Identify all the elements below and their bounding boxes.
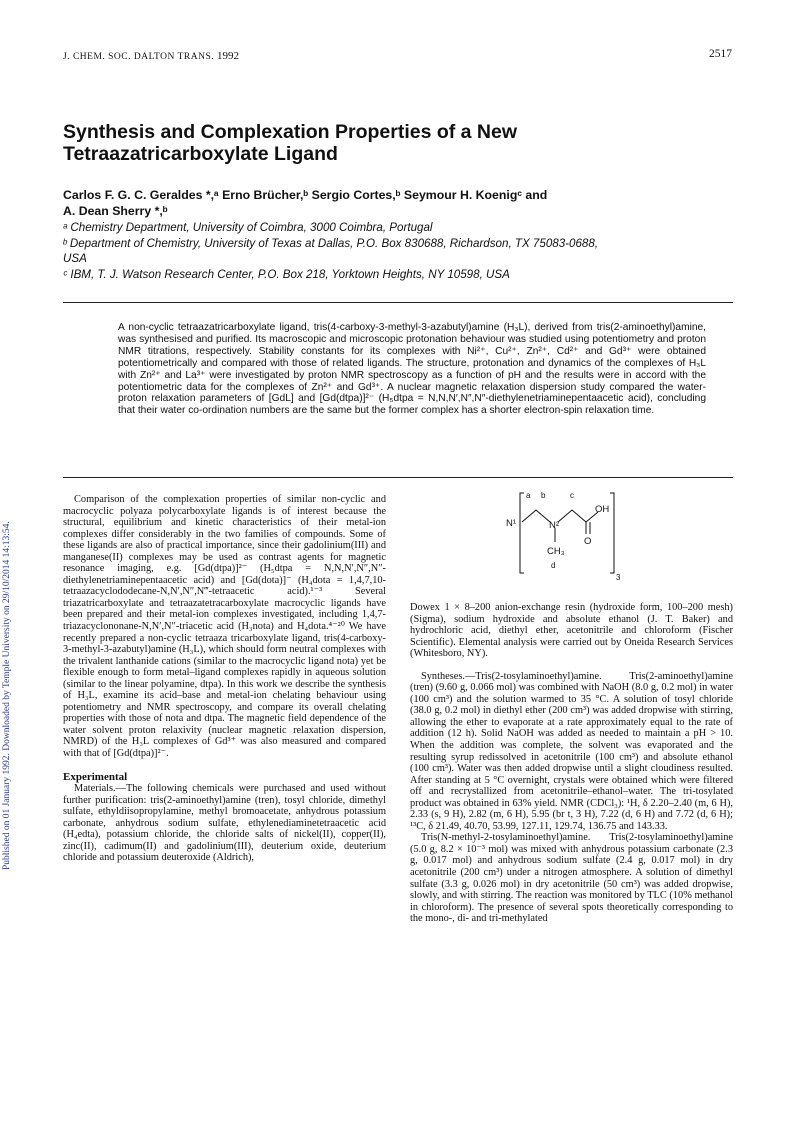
running-header [63, 50, 239, 62]
authors-line-2: A. Dean Sherry *,ᵇ [63, 203, 168, 218]
authors-line-1: Carlos F. G. C. Geraldes *,ᵃ Erno Brücher,ᵇ Sergio Cortes,ᵇ Seymour H. Koenigᶜ and [63, 188, 548, 202]
label-subscript-3: 3 [616, 573, 621, 582]
bottom-rule [63, 477, 733, 478]
tris-methyl-paragraph: Tris(N-methyl-2-tosylaminoethyl)amine. Tris(2-tosylaminoethyl)amine (5.0 g, 8.2 × 10⁻³ mol) was mixed with anhydrous potassium carbonate (2.3 g, 0.017 mol) and anhydrous sodium sulfate (2.4 g, 0.017 mol) in dry acetonitrile (200 cm³) under a nitrogen atmosphere. A solution of dimethyl sulfate (3.3 g, 0.026 mol) in dry acetonitrile (50 cm³) was added dropwise, slowly, and with stirring. The reaction was monitored by TLC (10% methanol in chloroform). The presence of several spots theoretically corresponding to the mono-, di- and tri-methylated [410, 832, 733, 925]
section-heading-experimental: Experimental [63, 770, 128, 783]
ligand-structure-diagram [478, 488, 638, 588]
label-n1: N¹ [506, 518, 517, 529]
download-stamp [2, 150, 16, 870]
label-a: a [526, 491, 531, 500]
download-stamp-text: Published on 01 January 1992. Downloaded by Temple University on 29/10/2014 14:13:54. [2, 521, 12, 870]
article-title: Synthesis and Complexation Properties of a New Tetraazatricarboxylate Ligand [63, 121, 518, 165]
journal-name: J. CHEM. SOC. DALTON TRANS. [63, 52, 215, 62]
label-b: b [541, 491, 546, 500]
right-column [410, 602, 733, 925]
affiliation-a: ᵃ Chemistry Department, University of Coimbra, 3000 Coimbra, Portugal [63, 221, 433, 234]
syntheses-paragraph: Syntheses.—Tris(2-tosylaminoethyl)amine. Tris(2-aminoethyl)amine (tren) (9.60 g, 0.066 mol) was combined with NaOH (8.0 g, 0.2 mol) in water (100 cm³) and the solution warmed to 35 °C. A solution of tosyl chloride (38.0 g, 0.2 mol) in diethyl ether (200 cm³) was added dropwise with stirring, allowing the ether to evaporate at a rate approximately equal to the rate of addition (12 h). Solid NaOH was added as needed to maintain a pH > 10. When the addition was complete, the solvent was evaporated and the resulting syrup redissolved in acetonitrile (100 cm³) and absolute ethanol (100 cm³). Water was then added dropwise until a slight cloudiness resulted. After standing at 5 °C overnight, crystals were obtained which were filtered off and recrystallized from acetonitrile–ethanol–water. The tri-tosylated product was obtained in 63% yield. NMR (CDCl₃): ¹H, δ 2.20–2.40 (m, 6 H), 2.33 (s, 9 H), 2.82 (m, 6 H), 5.95 (br t, 3 H), 7.22 (d, 6 H) and 7.72 (d, 6 H); ¹³C, δ 21.49, 40.70, 53.99, 127.11, 129.74, 136.75 and 143.33. [410, 670, 733, 832]
materials-paragraph: Materials.—The following chemicals were purchased and used without further purification: tris(2-aminoethyl)amine (tren), tosyl chloride, dimethyl sulfate, ethyldiisopropylamine, methyl bromoacetate, anhydrous potassium carbonate, anhydrous sodium sulfate, ethylenediaminetetraacetic acid (H₄edta), potassium chloride, the chloride salts of nickel(II), copper(II), zinc(II), cadimum(II) and gadolinium(III), deuterium oxide, deuterium chloride and potassium deuteroxide (Aldrich), [63, 783, 386, 864]
left-column [63, 494, 386, 864]
journal-year: 1992 [216, 50, 239, 62]
introduction-paragraph: Comparison of the complexation properties of similar non-cyclic and macrocyclic polyaza polycarboxylate ligands is of interest because the structural, equilibrium and kinetic characteristics of their metal-ion complexes differ considerably in the two families of compounds. Some of these ligands are also of practical importance, since their gadolinium(III) and manganese(II) complexes may be used as contrast agents for magnetic resonance imaging, e.g. [Gd(dtpa)]²⁻ (H₅dtpa = N,N,N′,N″,N″-diethylenetriaminepentaacetic acid) and [Gd(dota)]⁻ (H₄dota = 1,4,7,10-tetraazacyclododecane-N,N′,N″,N‴-tetraacetic acid).¹⁻³ Several triazatricarboxylate and tetraazatetracarboxylate macrocyclic ligands have been prepared and their metal-ion complexes investigated, including 1,4,7-triazacyclononane-N,N′,N″-triacetic acid (H₃nota) and H₄dota.⁴⁻²⁰ We have recently prepared a non-cyclic tetraaza tricarboxylate ligand, tris(4-carboxy-3-methyl-3-azabutyl)amine (H₃L), which should form neutral complexes with the trivalent lanthanide cations (similar to the macrocyclic ligand nota) yet be flexible enough to form metal–ligand complexes rapidly in aqueous solution (similar to the linear polyamine, dtpa). In this work we describe the synthesis of H₃L, examine its acid–base and metal-ion chelating behaviour using potentiometry and NMR spectroscopy, and compare its overall chelating properties with those of nota and dtpa. The magnetic field dependence of the water solvent proton relaxivity (nuclear magnetic relaxation dispersion, NMRD) of the H₃L complexes of Gd³⁺ was also measured and compared with that of [Gd(dtpa)]²⁻. [63, 494, 386, 760]
author-list [63, 188, 743, 219]
label-n2: N² [549, 520, 560, 531]
label-o: O [584, 536, 592, 547]
label-oh: OH [595, 504, 610, 515]
affiliation-c: ᶜ IBM, T. J. Watson Research Center, P.O. Box 218, Yorktown Heights, NY 10598, USA [63, 267, 510, 281]
label-c: c [570, 491, 574, 500]
label-d: d [551, 561, 556, 570]
top-rule [63, 302, 733, 303]
abstract: A non-cyclic tetraazatricarboxylate ligand, tris(4-carboxy-3-methyl-3-azabutyl)amine (H₃L), derived from tris(2-aminoethyl)amine, was synthesised and purified. Its macroscopic and microscopic protonation behaviour was studied using potentiometry and proton NMR titrations, respectively. Stability constants for its complexes with Ni²⁺, Cu²⁺, Zn²⁺, Cd²⁺ and Gd³⁺ were obtained potentiometrically and compared with those of related ligands. The structure, protonation and dynamics of the complexes of H₃L with Zn²⁺ and La³⁺ were investigated by proton NMR spectroscopy as a function of pH and the results were in accord with the potentiometric data for the complexes of Zn²⁺ and Gd³⁺. A nuclear magnetic relaxation dispersion study compared the water-proton relaxation parameters of [GdL] and [Gd(dtpa)]²⁻ (H₅dtpa = N,N,N′,N″,N″-diethylenetriaminepentaacetic acid), concluding that their water co-ordination numbers are the same but the former complex has a shorter electron-spin relaxation time. [118, 322, 706, 417]
structure-svg [478, 488, 638, 588]
materials-continuation: Dowex 1 × 8–200 anion-exchange resin (hydroxide form, 100–200 mesh) (Sigma), sodium hydroxide and absolute ethanol (J. T. Baker) and hydrochloric acid, diethyl ether, acetonitrile and chloroform (Fischer Scientific). Elemental analysis were carried out by Oneida Research Services (Whitesboro, NY). [410, 602, 733, 660]
affiliations [63, 220, 753, 282]
affiliation-b: ᵇ Department of Chemistry, University of Texas at Dallas, P.O. Box 830688, Richardson, TX 75083-0688, USA [63, 236, 599, 265]
label-ch3: CH₃ [547, 546, 565, 557]
page-number: 2517 [709, 48, 732, 60]
